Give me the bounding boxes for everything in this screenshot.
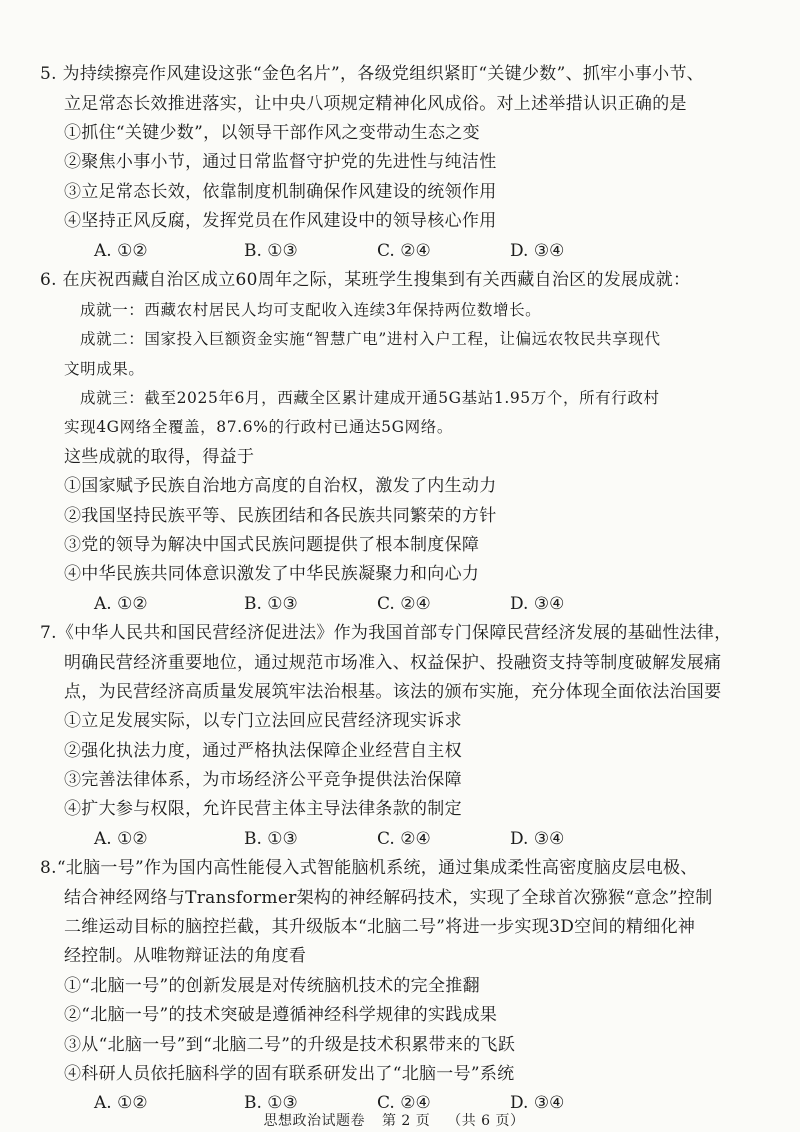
q6-option-a[interactable]: A. ①② xyxy=(94,594,148,614)
page-footer xyxy=(0,1112,800,1130)
q5-stem-line-1: 5. 为持续擦亮作风建设这张“金色名片”，各级党组织紧盯“关键少数”、抓牢小事小节、 xyxy=(40,64,704,84)
q5-option-d[interactable]: D. ③④ xyxy=(510,241,565,261)
q8-item-3: ③从“北脑一号”到“北脑二号”的升级是技术积累带来的飞跃 xyxy=(64,1035,516,1055)
q6-option-d[interactable]: D. ③④ xyxy=(510,594,565,614)
q8-stem-line-3: 二维运动目标的脑控拦截，其升级版本“北脑二号”将进一步实现3D空间的精细化神 xyxy=(64,917,696,937)
q8-stem-line-1: 8.“北脑一号”作为国内高性能侵入式智能脑机系统，通过集成柔性高密度脑皮层电极、 xyxy=(40,858,698,878)
q7-option-c[interactable]: C. ②④ xyxy=(377,829,431,849)
q6-item-1: ①国家赋予民族自治地方高度的自治权，激发了内生动力 xyxy=(64,476,497,496)
q8-item-2: ②“北脑一号”的技术突破是遵循神经科学规律的实践成果 xyxy=(64,1005,498,1025)
q5-item-4: ④坚持正风反腐，发挥党员在作风建设中的领导核心作用 xyxy=(64,211,497,231)
q6-stem-line-1: 6. 在庆祝西藏自治区成立60周年之际，某班学生搜集到有关西藏自治区的发展成就： xyxy=(40,270,691,290)
q5-item-1: ①抓住“关键少数”，以领导干部作风之变带动生态之变 xyxy=(64,123,480,143)
q8-item-1: ①“北脑一号”的创新发展是对传统脑机技术的完全推翻 xyxy=(64,976,480,996)
q6-option-b[interactable]: B. ①③ xyxy=(244,594,298,614)
q5-item-2: ②聚焦小事小节，通过日常监督守护党的先进性与纯洁性 xyxy=(64,152,497,172)
q7-item-4: ④扩大参与权限，允许民营主体主导法律条款的制定 xyxy=(64,799,462,819)
q6-achievement-3: 成就三：截至2025年6月，西藏全区累计建成开通5G基站1.95万个，所有行政村 xyxy=(80,389,660,407)
q6-achievement-3-cont: 实现4G网络全覆盖，87.6%的行政村已通达5G网络。 xyxy=(64,418,453,436)
q5-option-b[interactable]: B. ①③ xyxy=(244,241,298,261)
q6-achievement-1: 成就一：西藏农村居民人均可支配收入连续3年保持两位数增长。 xyxy=(80,301,542,319)
q8-option-c[interactable]: C. ②④ xyxy=(377,1093,431,1113)
q8-stem-line-2: 结合神经网络与Transformer架构的神经解码技术，实现了全球首次猕猴“意念”控制 xyxy=(64,888,713,908)
q7-option-b[interactable]: B. ①③ xyxy=(244,829,298,849)
q6-option-c[interactable]: C. ②④ xyxy=(377,594,431,614)
q5-option-c[interactable]: C. ②④ xyxy=(377,241,431,261)
q6-item-2: ②我国坚持民族平等、民族团结和各民族共同繁荣的方针 xyxy=(64,506,497,526)
q7-item-1: ①立足发展实际，以专门立法回应民营经济现实诉求 xyxy=(64,711,462,731)
q5-option-a[interactable]: A. ①② xyxy=(94,241,148,261)
q8-option-b[interactable]: B. ①③ xyxy=(244,1093,298,1113)
q5-stem-line-2: 立足常态长效推进落实，让中央八项规定精神化风成俗。对上述举措认识正确的是 xyxy=(64,94,687,114)
q7-option-a[interactable]: A. ①② xyxy=(94,829,148,849)
footer-title: 思想政治试题卷 xyxy=(263,1113,365,1129)
q7-stem-line-3: 点，为民营经济高质量发展筑牢法治根基。该法的颁布实施，充分体现全面依法治国要 xyxy=(64,682,722,702)
footer-page-number: 第 2 页 xyxy=(381,1113,431,1129)
q6-achievement-2: 成就二：国家投入巨额资金实施“智慧广电”进村入户工程，让偏远农牧民共享现代 xyxy=(80,330,661,348)
q7-stem-line-2: 明确民营经济重要地位，通过规范市场准入、权益保护、投融资支持等制度破解发展痛 xyxy=(64,653,722,673)
q6-item-3: ③党的领导为解决中国式民族问题提供了根本制度保障 xyxy=(64,535,480,555)
q8-option-d[interactable]: D. ③④ xyxy=(510,1093,565,1113)
q6-item-4: ④中华民族共同体意识激发了中华民族凝聚力和向心力 xyxy=(64,564,480,584)
footer-total-pages: （共 6 页） xyxy=(447,1113,525,1129)
q7-option-d[interactable]: D. ③④ xyxy=(510,829,565,849)
q7-stem-line-1: 7.《中华人民共和国民营经济促进法》作为我国首部专门保障民营经济发展的基础性法律， xyxy=(40,623,732,643)
q7-item-3: ③完善法律体系，为市场经济公平竞争提供法治保障 xyxy=(64,770,462,790)
q5-item-3: ③立足常态长效，依靠制度机制确保作风建设的统领作用 xyxy=(64,182,497,202)
q8-item-4: ④科研人员依托脑科学的固有联系研发出了“北脑一号”系统 xyxy=(64,1064,515,1084)
q8-stem-line-4: 经控制。从唯物辩证法的角度看 xyxy=(64,946,307,966)
q6-achievement-2-cont: 文明成果。 xyxy=(64,360,145,378)
q7-item-2: ②强化执法力度，通过严格执法保障企业经营自主权 xyxy=(64,741,462,761)
q6-lead: 这些成就的取得，得益于 xyxy=(64,447,255,467)
q8-option-a[interactable]: A. ①② xyxy=(94,1093,148,1113)
